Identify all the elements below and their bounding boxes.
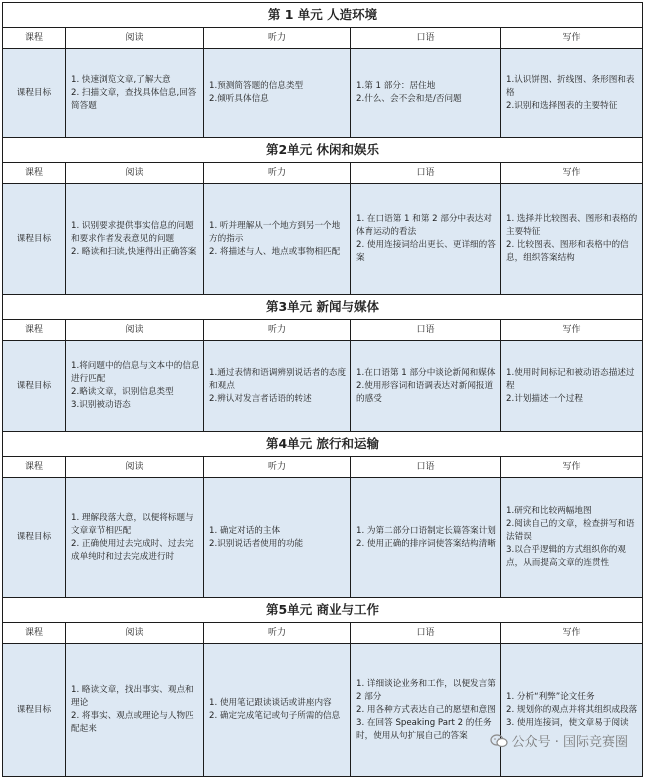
reading-cell [66,341,204,431]
column-header: 听力 [204,320,351,340]
objective-item: 2. 用各种方式表达自己的愿望和意图 [356,704,496,715]
unit-title: 第3单元 新闻与媒体 [3,295,642,320]
header-row [3,320,642,341]
objective-item: 2.什么、会不会和是/否问题 [356,94,462,104]
column-header: 写作 [562,33,581,43]
writing-cell [501,49,642,137]
row-label: 课程目标 [3,49,66,137]
objective-item: 2.识别和选择图表的主要特征 [506,100,618,111]
objectives-row [3,341,642,431]
reading-cell [66,49,204,137]
column-header: 听力 [204,28,351,48]
objective-item: 2. 将事实、观点或理论与人物匹配起来 [71,711,194,734]
unit-section [2,138,643,295]
watermark [490,731,628,750]
column-header: 阅读 [66,457,204,477]
listening-cell [204,644,351,776]
column-header: 阅读 [66,320,204,340]
column-header: 听力 [204,163,351,183]
speaking-cell [351,184,501,294]
objective-item: 1.研究和比较两幅地图 [506,506,592,516]
objective-item: 1.通过表情和语调辨别说话者的态度和观点 [209,367,347,391]
objectives-row [3,49,642,137]
objectives-row [3,184,642,294]
writing-cell [501,341,642,431]
objective-item: 2.略读文章，识别信息类型 [71,387,174,397]
column-header: 口语 [351,163,501,183]
objective-item: 2. 使用连接词给出更长、更详细的答案 [356,240,496,263]
objective-item: 2.计划描述一个过程 [506,393,583,404]
objective-item: 2.阅读自己的文章，检查拼写和语法错误 [506,519,635,542]
writing-cell [501,184,642,294]
column-header: 口语 [351,320,501,340]
listening-cell [204,184,351,294]
objective-item: 3.以合乎逻辑的方式组织你的观点，从而提高文章的连贯性 [506,545,626,568]
header-row [3,163,642,184]
objective-item: 1. 为第二部分口语制定长篇答案计划 [356,525,496,536]
objectives-row [3,478,642,597]
objective-item: 2.使用形容词和语调表达对新闻报道的感受 [356,380,494,404]
objective-item: 2. 确定完成笔记或句子所需的信息 [209,711,341,721]
reading-cell [66,184,204,294]
unit-section [2,432,643,598]
objective-item: 2.辨认对发言者话语的转述 [209,393,312,404]
listening-cell [204,478,351,597]
curriculum-table [2,2,643,777]
column-header: 写作 [562,325,581,335]
objective-item: 2.倾听具体信息 [209,94,269,104]
column-header: 阅读 [66,28,204,48]
objective-item: 1.在口语第 1 部分中谈论新闻和媒体 [356,367,496,378]
objective-item: 2. 规划你的观点并将其组织成段落 [506,704,638,715]
objective-item: 2. 扫描文章，查找具体信息,回答简答题 [71,87,197,111]
unit-title: 第 1 单元 人造环境 [3,3,642,28]
objective-item: 1. 略读文章，找出事实、观点和理论 [71,685,194,708]
header-row [3,457,642,478]
column-header: 写作 [562,168,581,178]
column-header: 课程 [3,28,66,48]
objective-item: 1. 分析“利弊”论文任务 [506,691,595,702]
writing-cell [501,478,642,597]
objective-item: 3. 在回答 Speaking Part 2 的任务时，使用从句扩展自己的答案 [356,717,492,741]
row-label: 课程目标 [3,478,66,597]
objective-item: 1. 使用笔记跟读谈话或讲座内容 [209,698,332,708]
reading-cell [66,644,204,776]
writing-cell [501,644,642,776]
row-label: 课程目标 [3,341,66,431]
speaking-cell [351,478,501,597]
unit-title: 第5单元 商业与工作 [3,598,642,623]
unit-section [2,295,643,432]
objective-item: 2. 正确使用过去完成时、过去完成单纯时和过去完成进行时 [71,538,194,562]
objective-item: 2. 将描述与人、地点或事物相匹配 [209,246,341,257]
objective-item: 1.预测简答题的信息类型 [209,81,304,91]
objectives-row [3,644,642,776]
column-header: 听力 [204,623,351,643]
objective-item: 1.认识饼图、折线图、条形图和表格 [506,74,635,98]
header-row [3,28,642,49]
speaking-cell [351,341,501,431]
unit-section [2,2,643,138]
objective-item: 2. 比较图表、图形和表格中的信息，组织答案结构 [506,240,629,263]
speaking-cell [351,49,501,137]
unit-section [2,598,643,777]
objective-item: 1. 在口语第 1 和第 2 部分中表达对体育运动的看法 [356,214,492,237]
objective-item: 1.使用时间标记和被动语态描述过程 [506,367,635,391]
row-label: 课程目标 [3,644,66,776]
objective-item: 1. 快速浏览文章,了解大意 [71,74,171,85]
objective-item: 2. 使用正确的排序词使答案结构清晰 [356,538,496,549]
column-header: 课程 [3,163,66,183]
objective-item: 1. 识别要求提供事实信息的问题和要求作者发表意见的问题 [71,220,194,244]
column-header: 课程 [3,623,66,643]
objective-item: 3. 使用连接词，使文章易于阅读 [506,717,629,728]
unit-title: 第2单元 休闲和娱乐 [3,138,642,163]
objective-item: 1. 确定对话的主体 [209,525,281,536]
objective-item: 1. 听并理解从一个地方到另一个地方的指示 [209,220,341,244]
column-header: 课程 [3,320,66,340]
objective-item: 1.第 1 部分：居住地 [356,81,436,91]
column-header: 口语 [351,623,501,643]
row-label: 课程目标 [3,184,66,294]
objective-item: 2. 略读和扫读,快速得出正确答案 [71,246,197,257]
header-row [3,623,642,644]
listening-cell [204,49,351,137]
unit-title: 第4单元 旅行和运输 [3,432,642,457]
column-header: 课程 [3,457,66,477]
column-header: 阅读 [66,163,204,183]
column-header: 口语 [351,457,501,477]
reading-cell [66,478,204,597]
objective-item: 1.将问题中的信息与文本中的信息进行匹配 [71,361,200,384]
objective-item: 3.识别被动语态 [71,400,131,410]
wechat-icon [490,734,508,748]
column-header: 听力 [204,457,351,477]
objective-item: 1. 理解段落大意，以便将标题与文章章节相匹配 [71,512,194,536]
column-header: 阅读 [66,623,204,643]
speaking-cell [351,644,501,776]
watermark-text: 公众号 · 国际竞赛圈 [511,735,628,750]
objective-item: 1. 选择并比较图表、图形和表格的主要特征 [506,214,638,237]
listening-cell [204,341,351,431]
column-header: 口语 [351,28,501,48]
column-header: 写作 [562,628,581,638]
column-header: 写作 [562,462,581,472]
objective-item: 2.识别说话者使用的功能 [209,538,304,549]
objective-item: 1. 详细谈论业务和工作，以便发言第 2 部分 [356,678,496,702]
